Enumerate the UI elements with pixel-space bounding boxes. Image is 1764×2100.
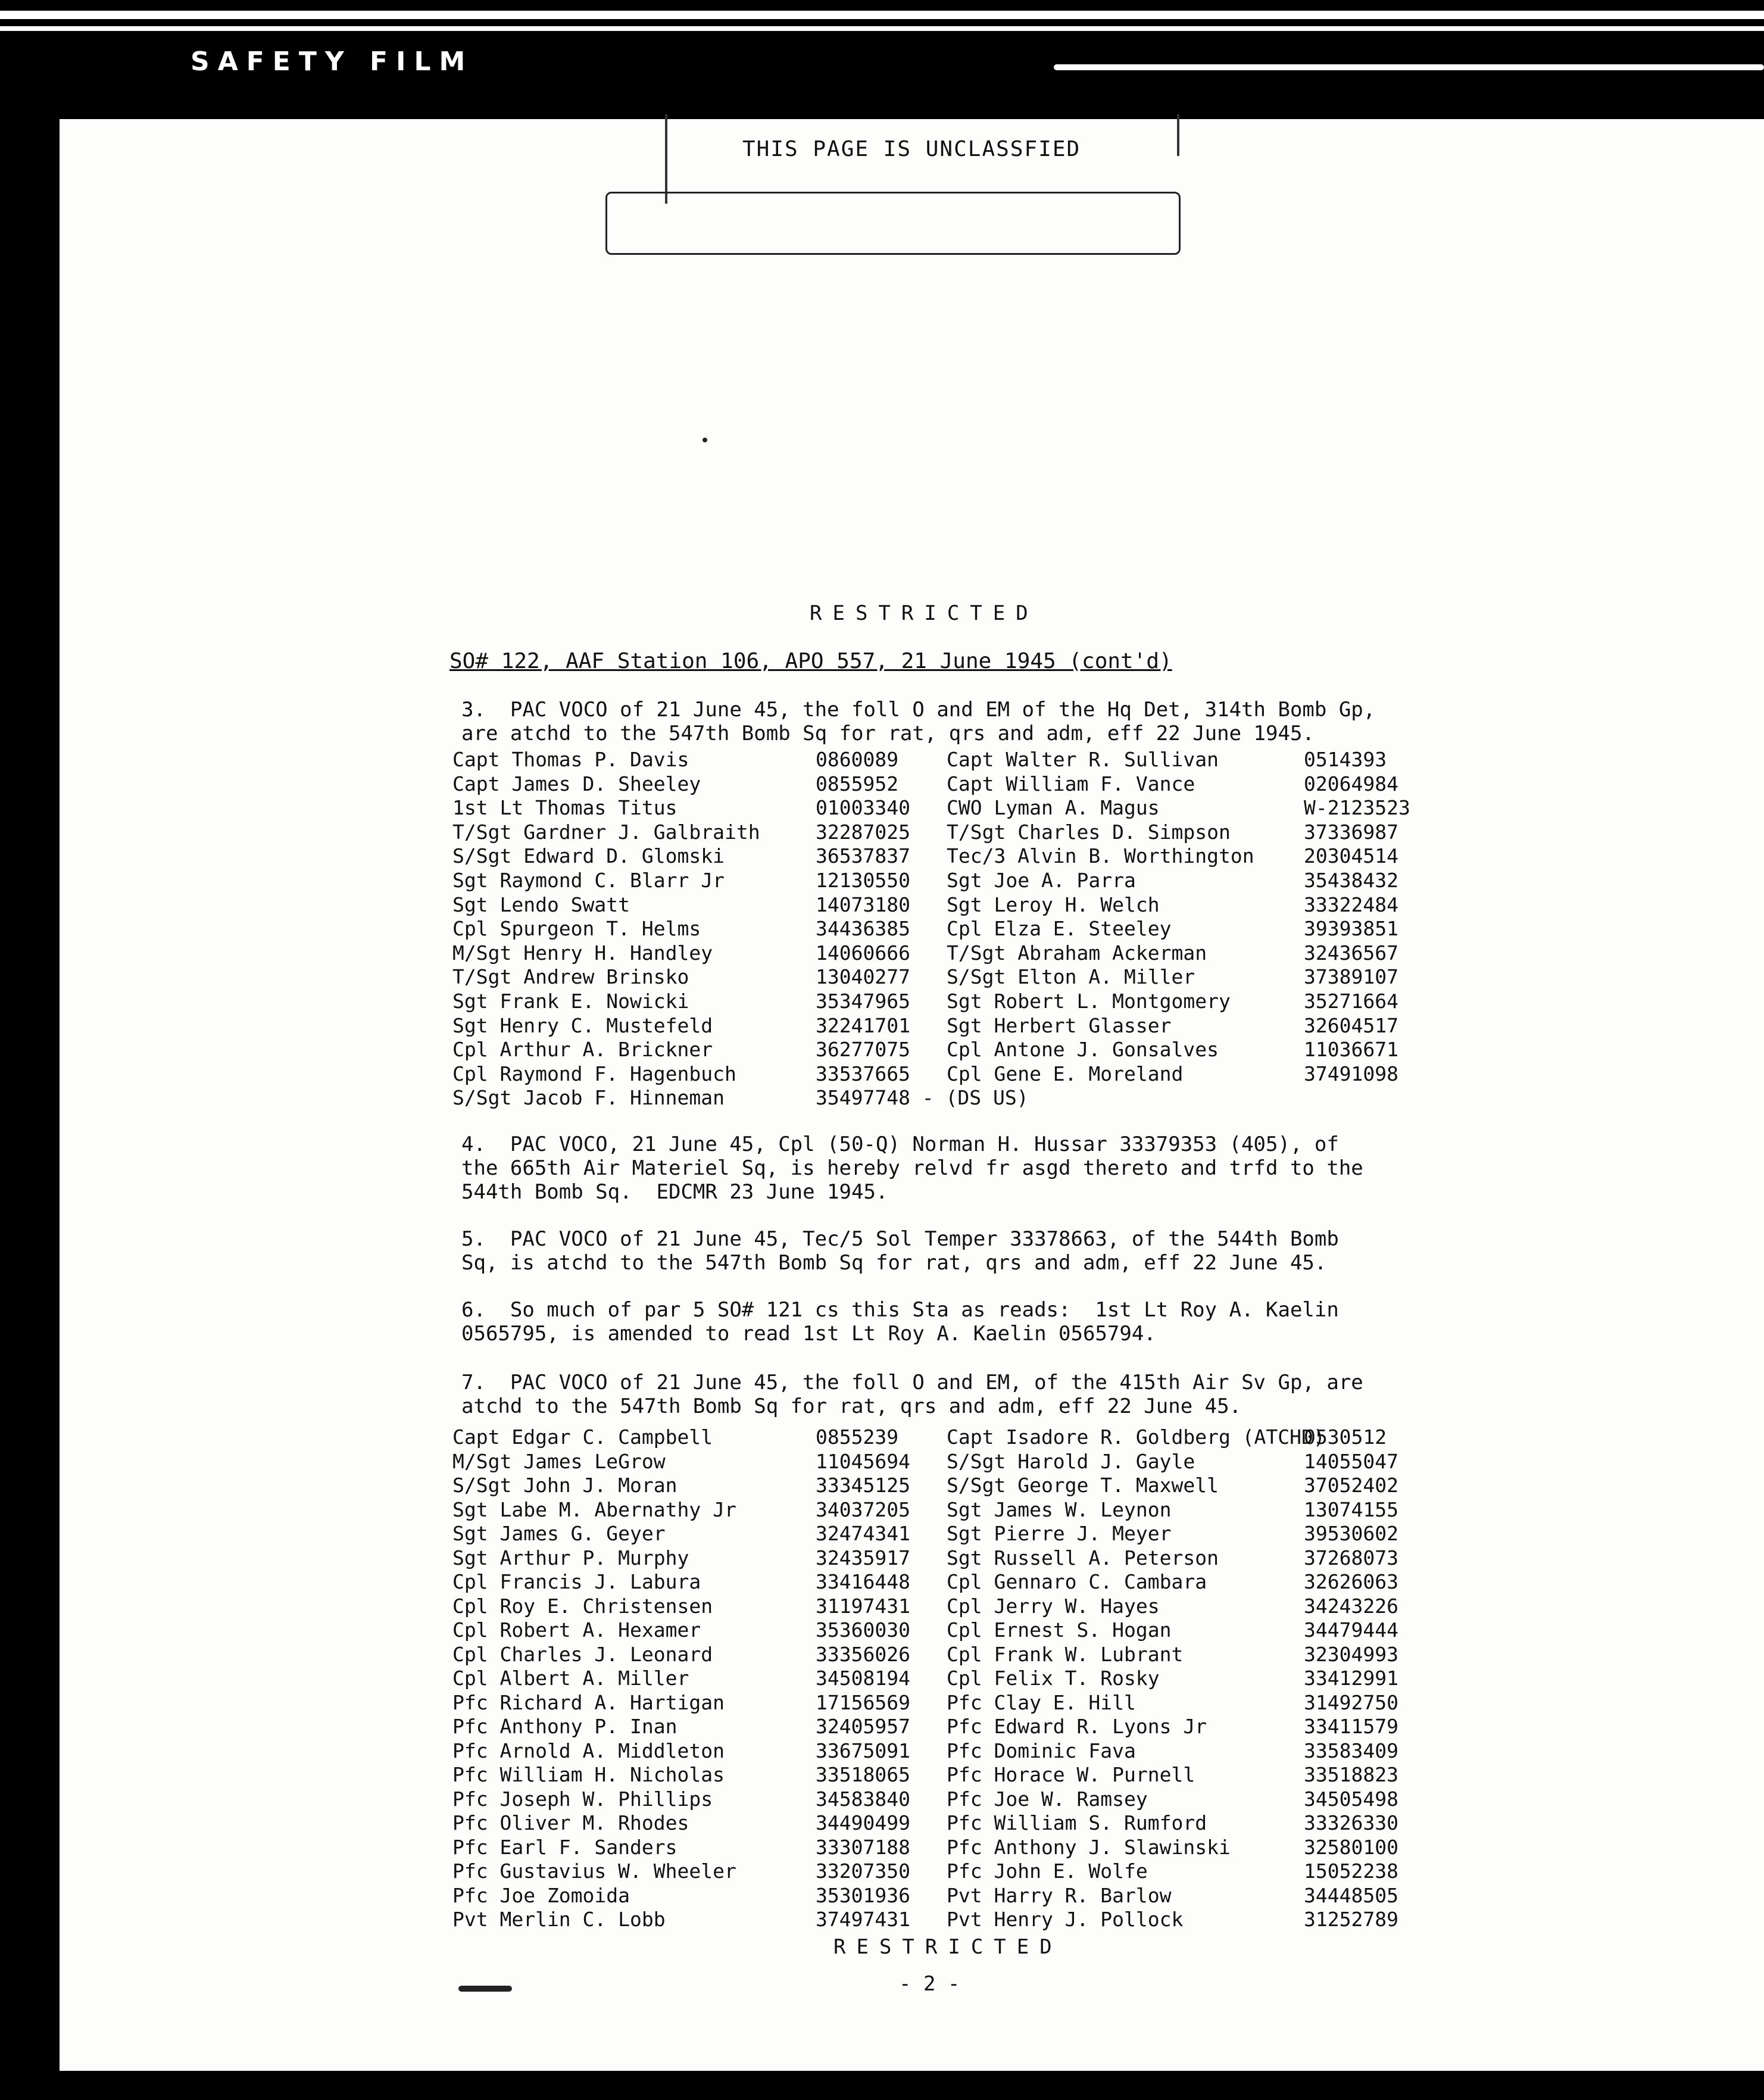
member-name: Pfc Anthony J. Slawinski (947, 1835, 1231, 1859)
member-name: M/Sgt James LeGrow (452, 1449, 666, 1473)
member-name: Pfc Clay E. Hill (947, 1690, 1136, 1714)
serial-number: 34243226 (1304, 1594, 1398, 1618)
serial-number: 37389107 (1304, 965, 1398, 989)
serial-number: 32436567 (1304, 941, 1398, 965)
member-name: T/Sgt Charles D. Simpson (947, 820, 1231, 844)
member-name: Cpl Arthur A. Brickner (452, 1038, 713, 1062)
member-name: Capt Walter R. Sullivan (947, 748, 1219, 771)
member-name: Pfc John E. Wolfe (947, 1859, 1148, 1883)
member-name: CWO Lyman A. Magus (947, 796, 1160, 820)
serial-number: 34448505 (1304, 1883, 1398, 1907)
member-name: Pfc Joe W. Ramsey (947, 1787, 1148, 1811)
member-name: Cpl Roy E. Christensen (452, 1594, 713, 1618)
serial-number: 32580100 (1304, 1835, 1398, 1859)
film-rule (1054, 64, 1764, 70)
serial-number: 37336987 (1304, 820, 1398, 844)
serial-number: 34479444 (1304, 1618, 1398, 1642)
serial-number: 14060666 (816, 941, 910, 965)
serial-number: 34508194 (816, 1667, 910, 1690)
unclassified-banner (665, 114, 1177, 269)
film-rule (0, 26, 1764, 31)
serial-number: 02064984 (1304, 772, 1398, 795)
member-name: Sgt Pierre J. Meyer (947, 1522, 1172, 1545)
serial-number: 34583840 (816, 1787, 910, 1811)
safety-film-stamp: SAFETY FILM (191, 46, 474, 77)
member-name: Cpl Gennaro C. Cambara (947, 1570, 1207, 1593)
member-name: S/Sgt Harold J. Gayle (947, 1449, 1195, 1473)
member-name: Capt Edgar C. Campbell (452, 1425, 713, 1449)
banner-text: THIS PAGE IS UNCLASSFIED (742, 137, 1081, 161)
page-number: - 2 - (899, 1972, 960, 1996)
serial-number: 37497431 (816, 1908, 910, 1931)
member-name: Pvt Harry R. Barlow (947, 1883, 1172, 1907)
member-name: T/Sgt Andrew Brinsko (452, 965, 689, 989)
serial-number: 33307188 (816, 1835, 910, 1859)
serial-number: 35271664 (1304, 990, 1398, 1013)
member-name: Cpl Spurgeon T. Helms (452, 917, 701, 941)
banner-rule (665, 114, 667, 204)
serial-number: 33583409 (1304, 1739, 1398, 1762)
serial-number: 36277075 (816, 1038, 910, 1062)
member-name: Cpl Raymond F. Hagenbuch (452, 1062, 736, 1085)
paragraph-4: 4. PAC VOCO, 21 June 45, Cpl (50-Q) Norman H. Hussar 33379353 (405), of the 665th Air Materiel Sq, is hereby relvd fr asgd thereto and trfd to the 544th Bomb Sq. EDCMR 23 June 1945. (461, 1132, 1363, 1204)
serial-number: 32241701 (816, 1013, 910, 1037)
serial-number: 34505498 (1304, 1787, 1398, 1811)
member-name: Pfc Gustavius W. Wheeler (452, 1859, 736, 1883)
member-name: Sgt Joe A. Parra (947, 869, 1136, 892)
member-name: Pfc Arnold A. Middleton (452, 1739, 725, 1762)
member-name: Cpl Jerry W. Hayes (947, 1594, 1160, 1618)
serial-number: W-2123523 (1304, 796, 1410, 820)
serial-number: 13074155 (1304, 1497, 1398, 1521)
document-page (60, 119, 1764, 2100)
serial-number: 33537665 (816, 1062, 910, 1085)
serial-number: 33356026 (816, 1642, 910, 1666)
member-name: Sgt Herbert Glasser (947, 1013, 1172, 1037)
member-name: T/Sgt Abraham Ackerman (947, 941, 1207, 965)
paragraph-3: 3. PAC VOCO of 21 June 45, the foll O and EM of the Hq Det, 314th Bomb Gp, are atchd to the 547th Bomb Sq for rat, qrs and adm, eff 22 June 1945. (461, 698, 1376, 745)
member-name: Cpl Frank W. Lubrant (947, 1642, 1184, 1666)
serial-number: 32604517 (1304, 1013, 1398, 1037)
serial-number: 33518823 (1304, 1763, 1398, 1786)
member-name: S/Sgt Jacob F. Hinneman (452, 1086, 725, 1110)
member-name: Cpl Charles J. Leonard (452, 1642, 713, 1666)
speck (703, 438, 707, 442)
banner-box (605, 192, 1181, 255)
member-name: Cpl Francis J. Labura (452, 1570, 701, 1593)
member-name: S/Sgt Elton A. Miller (947, 965, 1195, 989)
member-name: Sgt Frank E. Nowicki (452, 990, 689, 1013)
serial-number: 11045694 (816, 1449, 910, 1473)
serial-number: 32626063 (1304, 1570, 1398, 1593)
serial-number: 33411579 (1304, 1715, 1398, 1738)
serial-number: 37491098 (1304, 1062, 1398, 1085)
member-name: Pfc Anthony P. Inan (452, 1715, 677, 1738)
serial-number: 14073180 (816, 893, 910, 916)
serial-number: 32435917 (816, 1546, 910, 1569)
member-name: S/Sgt John J. Moran (452, 1474, 677, 1497)
serial-number: 14055047 (1304, 1449, 1398, 1473)
member-name: Cpl Ernest S. Hogan (947, 1618, 1172, 1642)
member-name: Pfc Earl F. Sanders (452, 1835, 677, 1859)
banner-rule (1177, 114, 1179, 156)
serial-number: 31492750 (1304, 1690, 1398, 1714)
paragraph-5: 5. PAC VOCO of 21 June 45, Tec/5 Sol Temper 33378663, of the 544th Bomb Sq, is atchd to the 547th Bomb Sq for rat, qrs and adm, eff 22 June 45. (461, 1227, 1339, 1275)
serial-number: 39393851 (1304, 917, 1398, 941)
serial-number: 01003340 (816, 796, 910, 820)
member-name: Sgt Henry C. Mustefeld (452, 1013, 713, 1037)
member-name: Capt William F. Vance (947, 772, 1195, 795)
member-name: Pfc William S. Rumford (947, 1811, 1207, 1834)
serial-number: 17156569 (816, 1690, 910, 1714)
member-name: Sgt James G. Geyer (452, 1522, 666, 1545)
paragraph-6: 6. So much of par 5 SO# 121 cs this Sta as reads: 1st Lt Roy A. Kaelin 0565795, is amended to read 1st Lt Roy A. Kaelin 0565794. (461, 1298, 1339, 1346)
serial-number: 33518065 (816, 1763, 910, 1786)
member-name: S/Sgt George T. Maxwell (947, 1474, 1219, 1497)
member-name: Sgt Labe M. Abernathy Jr (452, 1497, 736, 1521)
serial-number: 31197431 (816, 1594, 910, 1618)
serial-number: 0860089 (816, 748, 899, 771)
film-rule (0, 11, 1764, 19)
member-name: Tec/3 Alvin B. Worthington (947, 844, 1254, 868)
serial-number: 0855239 (816, 1425, 899, 1449)
serial-number: 11036671 (1304, 1038, 1398, 1062)
member-name: Pfc Edward R. Lyons Jr (947, 1715, 1207, 1738)
serial-number: 0514393 (1304, 748, 1387, 771)
member-name: Sgt Russell A. Peterson (947, 1546, 1219, 1569)
serial-number: 12130550 (816, 869, 910, 892)
member-name: Pvt Henry J. Pollock (947, 1908, 1184, 1931)
serial-number: 33675091 (816, 1739, 910, 1762)
serial-number: 35497748 - (DS US) (816, 1086, 1029, 1110)
serial-number: 33207350 (816, 1859, 910, 1883)
serial-number: 36537837 (816, 844, 910, 868)
order-heading: SO# 122, AAF Station 106, APO 557, 21 June 1945 (cont'd) (449, 649, 1172, 673)
member-name: M/Sgt Henry H. Handley (452, 941, 713, 965)
member-name: Capt James D. Sheeley (452, 772, 701, 795)
member-name: Capt Thomas P. Davis (452, 748, 689, 771)
member-name: Cpl Antone J. Gonsalves (947, 1038, 1219, 1062)
classification-bottom: RESTRICTED (833, 1935, 1063, 1959)
member-name: Cpl Robert A. Hexamer (452, 1618, 701, 1642)
serial-number: 0530512 (1304, 1425, 1387, 1449)
member-name: Cpl Gene E. Moreland (947, 1062, 1184, 1085)
serial-number: 33345125 (816, 1474, 910, 1497)
serial-number: 13040277 (816, 965, 910, 989)
serial-number: 35301936 (816, 1883, 910, 1907)
member-name: T/Sgt Gardner J. Galbraith (452, 820, 760, 844)
serial-number: 37268073 (1304, 1546, 1398, 1569)
member-name: Sgt Arthur P. Murphy (452, 1546, 689, 1569)
member-name: Sgt Robert L. Montgomery (947, 990, 1231, 1013)
member-name: 1st Lt Thomas Titus (452, 796, 677, 820)
member-name: Cpl Albert A. Miller (452, 1667, 689, 1690)
serial-number: 0855952 (816, 772, 899, 795)
film-border-bottom (60, 2071, 1764, 2100)
serial-number: 35438432 (1304, 869, 1398, 892)
serial-number: 32474341 (816, 1522, 910, 1545)
member-name: Pfc William H. Nicholas (452, 1763, 725, 1786)
serial-number: 33322484 (1304, 893, 1398, 916)
serial-number: 32304993 (1304, 1642, 1398, 1666)
member-name: Pfc Oliver M. Rhodes (452, 1811, 689, 1834)
member-name: Pfc Joe Zomoida (452, 1883, 630, 1907)
member-name: Pfc Horace W. Purnell (947, 1763, 1195, 1786)
serial-number: 33416448 (816, 1570, 910, 1593)
serial-number: 15052238 (1304, 1859, 1398, 1883)
serial-number: 32287025 (816, 820, 910, 844)
member-name: Sgt Lendo Swatt (452, 893, 630, 916)
serial-number: 37052402 (1304, 1474, 1398, 1497)
member-name: Pfc Dominic Fava (947, 1739, 1136, 1762)
pen-mark (458, 1986, 512, 1992)
serial-number: 39530602 (1304, 1522, 1398, 1545)
member-name: Sgt Raymond C. Blarr Jr (452, 869, 725, 892)
member-name: Pvt Merlin C. Lobb (452, 1908, 666, 1931)
serial-number: 20304514 (1304, 844, 1398, 868)
serial-number: 33412991 (1304, 1667, 1398, 1690)
member-name: Cpl Felix T. Rosky (947, 1667, 1160, 1690)
serial-number: 31252789 (1304, 1908, 1398, 1931)
serial-number: 34490499 (816, 1811, 910, 1834)
classification-top: RESTRICTED (810, 601, 1039, 625)
serial-number: 35347965 (816, 990, 910, 1013)
serial-number: 33326330 (1304, 1811, 1398, 1834)
serial-number: 35360030 (816, 1618, 910, 1642)
serial-number: 32405957 (816, 1715, 910, 1738)
member-name: Sgt James W. Leynon (947, 1497, 1172, 1521)
member-name: Sgt Leroy H. Welch (947, 893, 1160, 916)
member-name: Pfc Joseph W. Phillips (452, 1787, 713, 1811)
member-name: Pfc Richard A. Hartigan (452, 1690, 725, 1714)
serial-number: 34436385 (816, 917, 910, 941)
member-name: Capt Isadore R. Goldberg (ATCHD) (947, 1425, 1325, 1449)
paragraph-7: 7. PAC VOCO of 21 June 45, the foll O and EM, of the 415th Air Sv Gp, are atchd to the 547th Bomb Sq for rat, qrs and adm, eff 22 June 45. (461, 1371, 1363, 1418)
member-name: Cpl Elza E. Steeley (947, 917, 1172, 941)
serial-number: 34037205 (816, 1497, 910, 1521)
member-name: S/Sgt Edward D. Glomski (452, 844, 725, 868)
